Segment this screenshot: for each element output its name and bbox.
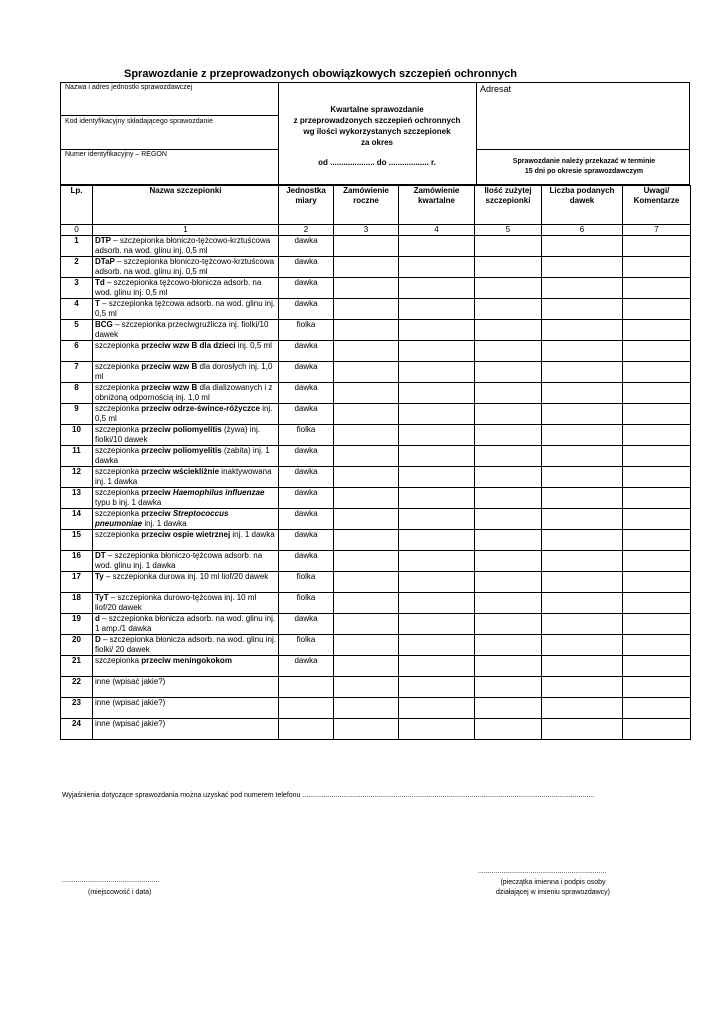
- quarterly-order-cell[interactable]: [399, 320, 475, 341]
- quarterly-order-cell[interactable]: [399, 425, 475, 446]
- row-number: 16: [61, 551, 93, 572]
- table-row: [61, 404, 691, 425]
- annual-order-cell[interactable]: [334, 677, 399, 698]
- vaccine-table: [60, 185, 691, 740]
- row-number: 8: [61, 383, 93, 404]
- row-number: 18: [61, 593, 93, 614]
- used-cell[interactable]: [475, 257, 542, 278]
- table-row: [61, 635, 691, 656]
- col-name: Nazwa szczepionki: [93, 186, 279, 225]
- comments-cell[interactable]: [623, 236, 691, 257]
- used-cell[interactable]: [475, 698, 542, 719]
- doses-cell[interactable]: [542, 278, 623, 299]
- unit-cell: dawka: [279, 383, 334, 404]
- row-number: 22: [61, 677, 93, 698]
- quarterly-order-cell[interactable]: [399, 278, 475, 299]
- quarterly-order-cell[interactable]: [399, 614, 475, 635]
- used-cell[interactable]: [475, 488, 542, 509]
- unit-cell: dawka: [279, 341, 334, 362]
- quarterly-order-cell[interactable]: [399, 404, 475, 425]
- table-row: [61, 698, 691, 719]
- doses-cell[interactable]: [542, 425, 623, 446]
- unit-cell: dawka: [279, 299, 334, 320]
- phone-note: Wyjaśnienia dotyczące sprawozdania można uzyskać pod numerem telefonu ......................................................................................................................................................: [62, 792, 595, 799]
- col-used: Ilość zużytej szczepionki: [475, 186, 542, 225]
- row-number: 9: [61, 404, 93, 425]
- row-number: 11: [61, 446, 93, 467]
- vaccine-name: Td – szczepionka tężcowo-błonicza adsorb. na wod. glinu inj. 0,5 ml: [93, 278, 279, 299]
- vaccine-name: szczepionka przeciw meningokokom: [93, 656, 279, 677]
- quarterly-order-cell[interactable]: [399, 236, 475, 257]
- unit-cell: dawka: [279, 614, 334, 635]
- col-quarterly-order: Zamówienie kwartalne: [399, 186, 475, 225]
- place-date-line[interactable]: ..................................................: [62, 877, 160, 884]
- report-header-box: [60, 82, 690, 185]
- used-cell[interactable]: [475, 509, 542, 530]
- annual-order-cell[interactable]: [334, 236, 399, 257]
- doses-cell[interactable]: [542, 614, 623, 635]
- row-number: 14: [61, 509, 93, 530]
- doses-cell[interactable]: [542, 635, 623, 656]
- vaccine-name: szczepionka przeciw wściekliźnie inaktywowana inj. 1 dawka: [93, 467, 279, 488]
- used-cell[interactable]: [475, 593, 542, 614]
- annual-order-cell[interactable]: [334, 446, 399, 467]
- comments-cell[interactable]: [623, 404, 691, 425]
- annual-order-cell[interactable]: [334, 278, 399, 299]
- row-number: 23: [61, 698, 93, 719]
- annual-order-cell[interactable]: [334, 530, 399, 551]
- row-number: 7: [61, 362, 93, 383]
- quarterly-order-cell[interactable]: [399, 677, 475, 698]
- col-annual-order: Zamówienie roczne: [334, 186, 399, 225]
- vaccine-name: TyT – szczepionka durowo-tężcowa inj. 10 ml liof/20 dawek: [93, 593, 279, 614]
- doses-cell[interactable]: [542, 341, 623, 362]
- row-number: 2: [61, 257, 93, 278]
- quarterly-order-cell[interactable]: [399, 341, 475, 362]
- comments-cell[interactable]: [623, 530, 691, 551]
- table-row: [61, 446, 691, 467]
- quarterly-order-cell[interactable]: [399, 593, 475, 614]
- annual-order-cell[interactable]: [334, 572, 399, 593]
- col-lp: Lp.: [61, 186, 93, 225]
- doses-cell[interactable]: [542, 509, 623, 530]
- quarterly-order-cell[interactable]: [399, 488, 475, 509]
- quarterly-order-cell[interactable]: [399, 656, 475, 677]
- row-number: 1: [61, 236, 93, 257]
- used-cell[interactable]: [475, 677, 542, 698]
- doses-cell[interactable]: [542, 404, 623, 425]
- annual-order-cell[interactable]: [334, 467, 399, 488]
- row-number: 17: [61, 572, 93, 593]
- doses-cell[interactable]: [542, 572, 623, 593]
- unit-cell: dawka: [279, 509, 334, 530]
- comments-cell[interactable]: [623, 572, 691, 593]
- vaccine-name: szczepionka przeciw wzw B dla dorosłych inj. 1,0 ml: [93, 362, 279, 383]
- annual-order-cell[interactable]: [334, 509, 399, 530]
- used-cell[interactable]: [475, 530, 542, 551]
- doses-cell[interactable]: [542, 698, 623, 719]
- vaccine-name: szczepionka przeciw odrze-śwince-różyczce inj. 0,5 ml: [93, 404, 279, 425]
- table-row: [61, 488, 691, 509]
- comments-cell[interactable]: [623, 719, 691, 740]
- row-number: 21: [61, 656, 93, 677]
- deadline-note: Sprawozdanie należy przekazać w terminie 15 dni po okresie sprawozdawczym: [512, 158, 656, 175]
- vaccine-name: inne (wpisać jakie?): [93, 677, 279, 698]
- unit-cell: dawka: [279, 551, 334, 572]
- annual-order-cell[interactable]: [334, 362, 399, 383]
- quarterly-order-cell[interactable]: [399, 509, 475, 530]
- comments-cell[interactable]: [623, 341, 691, 362]
- report-title-block: Kwartalne sprawozdanie z przeprowadzonych szczepień ochronnych wg ilości wykorzystanych szczepionek za okres: [293, 105, 461, 147]
- doses-cell[interactable]: [542, 593, 623, 614]
- comments-cell[interactable]: [623, 362, 691, 383]
- quarterly-order-cell[interactable]: [399, 719, 475, 740]
- annual-order-cell[interactable]: [334, 257, 399, 278]
- quarterly-order-cell[interactable]: [399, 698, 475, 719]
- used-cell[interactable]: [475, 299, 542, 320]
- unit-cell: dawka: [279, 362, 334, 383]
- table-row: [61, 320, 691, 341]
- comments-cell[interactable]: [623, 299, 691, 320]
- unit-cell: [279, 698, 334, 719]
- quarterly-order-cell[interactable]: [399, 299, 475, 320]
- comments-cell[interactable]: [623, 656, 691, 677]
- row-number: 20: [61, 635, 93, 656]
- quarterly-order-cell[interactable]: [399, 467, 475, 488]
- comments-cell[interactable]: [623, 383, 691, 404]
- vaccine-name: szczepionka przeciw poliomyelitis (zabita) inj. 1 dawka: [93, 446, 279, 467]
- used-cell[interactable]: [475, 278, 542, 299]
- vaccine-name: DTP – szczepionka błoniczo-tężcowo-krztuścowa adsorb. na wod. glinu inj. 0,5 ml: [93, 236, 279, 257]
- unit-cell: dawka: [279, 278, 334, 299]
- vaccine-name: DT – szczepionka błoniczo-tężcowa adsorb. na wod. glinu inj. 1 dawka: [93, 551, 279, 572]
- quarterly-order-cell[interactable]: [399, 383, 475, 404]
- doses-cell[interactable]: [542, 299, 623, 320]
- col-doses: Liczba podanych dawek: [542, 186, 623, 225]
- doses-cell[interactable]: [542, 362, 623, 383]
- table-row: [61, 362, 691, 383]
- row-number: 4: [61, 299, 93, 320]
- period-field[interactable]: od .................... do .................. r.: [318, 158, 436, 167]
- annual-order-cell[interactable]: [334, 698, 399, 719]
- annual-order-cell[interactable]: [334, 635, 399, 656]
- used-cell[interactable]: [475, 320, 542, 341]
- comments-cell[interactable]: [623, 698, 691, 719]
- vaccine-name: szczepionka przeciw wzw B dla dializowanych i z obniżoną odpornością inj. 1,0 ml: [93, 383, 279, 404]
- used-cell[interactable]: [475, 236, 542, 257]
- used-cell[interactable]: [475, 467, 542, 488]
- used-cell[interactable]: [475, 572, 542, 593]
- doses-cell[interactable]: [542, 719, 623, 740]
- doses-cell[interactable]: [542, 467, 623, 488]
- annual-order-cell[interactable]: [334, 614, 399, 635]
- comments-cell[interactable]: [623, 467, 691, 488]
- comments-cell[interactable]: [623, 593, 691, 614]
- unit-cell: dawka: [279, 257, 334, 278]
- quarterly-order-cell[interactable]: [399, 635, 475, 656]
- unit-cell: dawka: [279, 488, 334, 509]
- table-row: [61, 467, 691, 488]
- annual-order-cell[interactable]: [334, 593, 399, 614]
- used-cell[interactable]: [475, 383, 542, 404]
- vaccine-name: szczepionka przeciw poliomyelitis (żywa) inj. fiolki/10 dawek: [93, 425, 279, 446]
- comments-cell[interactable]: [623, 278, 691, 299]
- quarterly-order-cell[interactable]: [399, 257, 475, 278]
- col-unit: Jednostka miary: [279, 186, 334, 225]
- row-number: 24: [61, 719, 93, 740]
- unit-cell: dawka: [279, 446, 334, 467]
- unit-cell: fiolka: [279, 320, 334, 341]
- signature-line[interactable]: ..................................................................: [478, 868, 607, 875]
- used-cell[interactable]: [475, 719, 542, 740]
- row-number: 6: [61, 341, 93, 362]
- table-row: [61, 509, 691, 530]
- table-row: [61, 572, 691, 593]
- doses-cell[interactable]: [542, 383, 623, 404]
- signature-caption: (pieczątka imienna i podpis osoby działającej w imieniu sprawozdawcy): [496, 879, 610, 896]
- doses-cell[interactable]: [542, 446, 623, 467]
- table-row: [61, 341, 691, 362]
- comments-cell[interactable]: [623, 635, 691, 656]
- table-row: [61, 593, 691, 614]
- quarterly-order-cell[interactable]: [399, 446, 475, 467]
- unit-cell: [279, 677, 334, 698]
- vaccine-name: d – szczepionka błonicza adsorb. na wod. glinu inj. 1 amp./1 dawka: [93, 614, 279, 635]
- table-row: [61, 656, 691, 677]
- unit-cell: dawka: [279, 656, 334, 677]
- comments-cell[interactable]: [623, 446, 691, 467]
- used-cell[interactable]: [475, 446, 542, 467]
- table-row: [61, 299, 691, 320]
- unit-cell: fiolka: [279, 425, 334, 446]
- doses-cell[interactable]: [542, 551, 623, 572]
- used-cell[interactable]: [475, 656, 542, 677]
- place-date-caption: (miejscowość i data): [88, 889, 152, 896]
- vaccine-name: Ty – szczepionka durowa inj. 10 ml liof/20 dawek: [93, 572, 279, 593]
- unit-cell: dawka: [279, 404, 334, 425]
- vaccine-name: D – szczepionka błonicza adsorb. na wod. glinu inj. fiolki/ 20 dawek: [93, 635, 279, 656]
- comments-cell[interactable]: [623, 509, 691, 530]
- vaccine-name: BCG – szczepionka przeciwgruźlicza inj. fiolki/10 dawek: [93, 320, 279, 341]
- doses-cell[interactable]: [542, 236, 623, 257]
- row-number: 15: [61, 530, 93, 551]
- comments-cell[interactable]: [623, 551, 691, 572]
- annual-order-cell[interactable]: [334, 299, 399, 320]
- quarterly-order-cell[interactable]: [399, 551, 475, 572]
- page-title: Sprawozdanie z przeprowadzonych obowiązkowych szczepień ochronnych: [124, 68, 518, 80]
- vaccine-name: inne (wpisać jakie?): [93, 698, 279, 719]
- row-number: 3: [61, 278, 93, 299]
- id-code-label: Kod identyfikacyjny składającego sprawozdanie: [65, 118, 213, 125]
- doses-cell[interactable]: [542, 530, 623, 551]
- vaccine-name: inne (wpisać jakie?): [93, 719, 279, 740]
- table-row: [61, 425, 691, 446]
- table-header-row: [61, 186, 691, 225]
- unit-cell: fiolka: [279, 635, 334, 656]
- annual-order-cell[interactable]: [334, 341, 399, 362]
- table-row: [61, 677, 691, 698]
- unit-cell: dawka: [279, 236, 334, 257]
- used-cell[interactable]: [475, 404, 542, 425]
- table-row: [61, 383, 691, 404]
- table-row: [61, 257, 691, 278]
- quarterly-order-cell[interactable]: [399, 530, 475, 551]
- annual-order-cell[interactable]: [334, 719, 399, 740]
- regon-label: Numer identyfikacyjny – REGON: [65, 151, 167, 158]
- used-cell[interactable]: [475, 362, 542, 383]
- quarterly-order-cell[interactable]: [399, 572, 475, 593]
- row-number: 12: [61, 467, 93, 488]
- used-cell[interactable]: [475, 341, 542, 362]
- table-row: [61, 530, 691, 551]
- vaccine-name: DTaP – szczepionka błoniczo-tężcowo-krztuścowa adsorb. na wod. glinu inj. 0,5 ml: [93, 257, 279, 278]
- comments-cell[interactable]: [623, 488, 691, 509]
- annual-order-cell[interactable]: [334, 656, 399, 677]
- vaccine-name: szczepionka przeciw ospie wietrznej inj. 1 dawka: [93, 530, 279, 551]
- doses-cell[interactable]: [542, 677, 623, 698]
- used-cell[interactable]: [475, 635, 542, 656]
- annual-order-cell[interactable]: [334, 320, 399, 341]
- annual-order-cell[interactable]: [334, 383, 399, 404]
- annual-order-cell[interactable]: [334, 404, 399, 425]
- unit-name-label: Nazwa i adres jednostki sprawozdawczej: [65, 84, 193, 91]
- comments-cell[interactable]: [623, 677, 691, 698]
- doses-cell[interactable]: [542, 320, 623, 341]
- unit-cell: fiolka: [279, 572, 334, 593]
- addressee-label: Adresat: [480, 84, 512, 94]
- unit-cell: dawka: [279, 467, 334, 488]
- unit-cell: dawka: [279, 530, 334, 551]
- used-cell[interactable]: [475, 551, 542, 572]
- doses-cell[interactable]: [542, 257, 623, 278]
- annual-order-cell[interactable]: [334, 551, 399, 572]
- used-cell[interactable]: [475, 614, 542, 635]
- quarterly-order-cell[interactable]: [399, 362, 475, 383]
- unit-cell: [279, 719, 334, 740]
- column-number-row: 0 1 2 3 4 5 6 7: [61, 225, 691, 236]
- row-number: 13: [61, 488, 93, 509]
- col-comments: Uwagi/ Komentarze: [623, 186, 691, 225]
- row-number: 5: [61, 320, 93, 341]
- annual-order-cell[interactable]: [334, 488, 399, 509]
- comments-cell[interactable]: [623, 614, 691, 635]
- comments-cell[interactable]: [623, 425, 691, 446]
- table-row: [61, 278, 691, 299]
- vaccine-name: T – szczepionka tężcowa adsorb. na wod. glinu inj. 0,5 ml: [93, 299, 279, 320]
- table-row: [61, 614, 691, 635]
- comments-cell[interactable]: [623, 257, 691, 278]
- vaccine-name: szczepionka przeciw Streptococcus pneumoniae inj. 1 dawka: [93, 509, 279, 530]
- table-row: [61, 719, 691, 740]
- doses-cell[interactable]: [542, 656, 623, 677]
- row-number: 10: [61, 425, 93, 446]
- vaccine-name: szczepionka przeciw Haemophilus influenzae typu b inj. 1 dawka: [93, 488, 279, 509]
- used-cell[interactable]: [475, 425, 542, 446]
- doses-cell[interactable]: [542, 488, 623, 509]
- comments-cell[interactable]: [623, 320, 691, 341]
- table-row: [61, 551, 691, 572]
- table-row: [61, 236, 691, 257]
- vaccine-name: szczepionka przeciw wzw B dla dzieci inj. 0,5 ml: [93, 341, 279, 362]
- row-number: 19: [61, 614, 93, 635]
- unit-cell: fiolka: [279, 593, 334, 614]
- annual-order-cell[interactable]: [334, 425, 399, 446]
